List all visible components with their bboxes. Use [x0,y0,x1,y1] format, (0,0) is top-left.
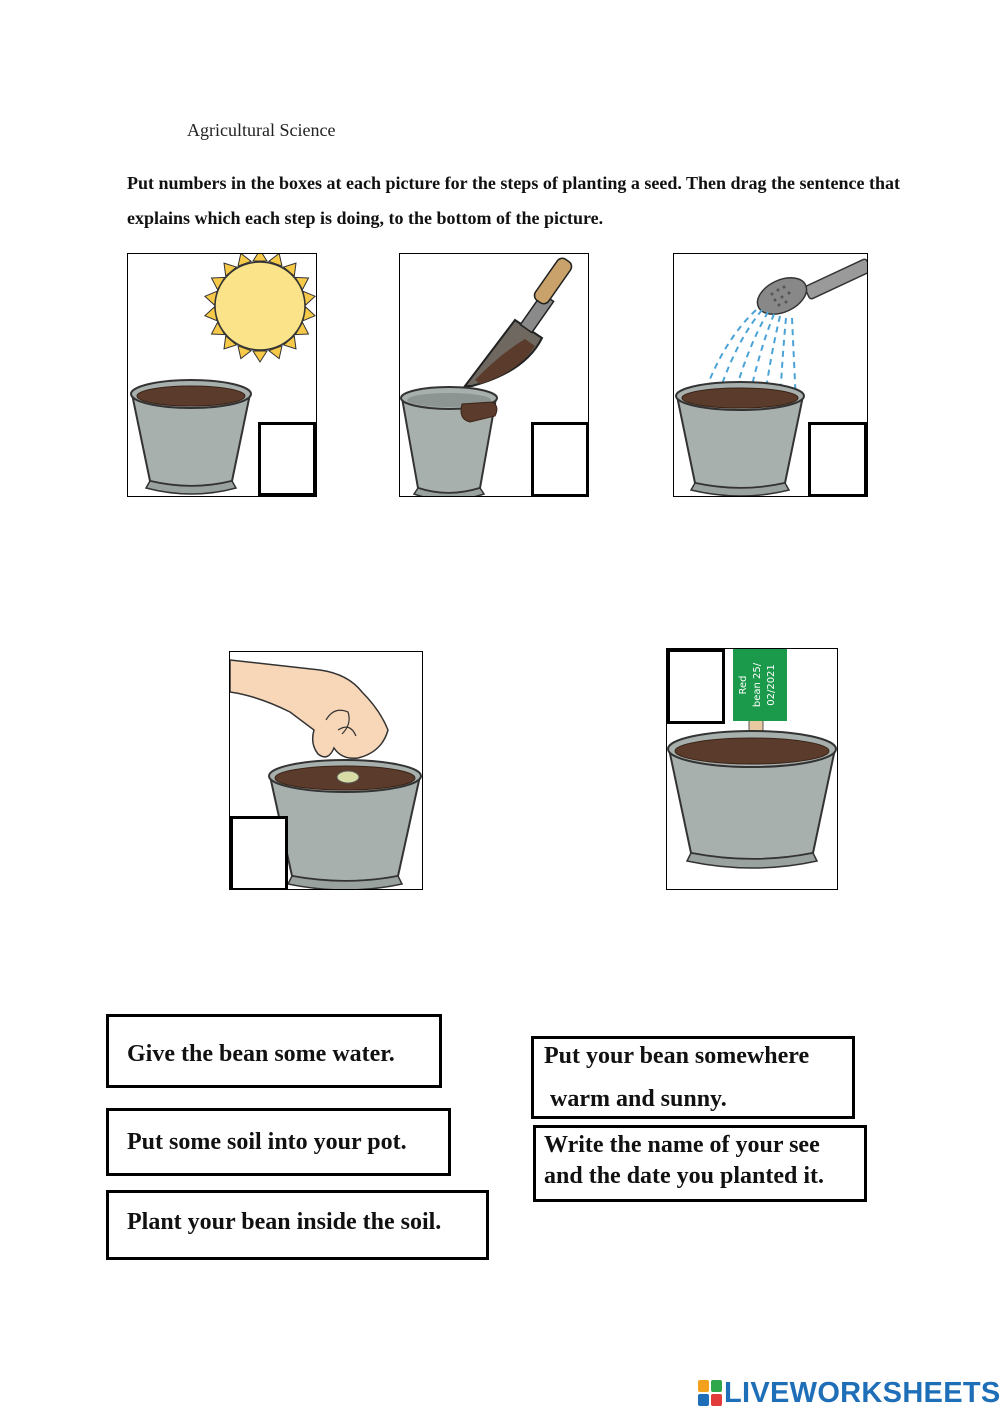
brand-grid-icon [698,1380,722,1406]
sentence-card-sunny[interactable] [531,1036,855,1119]
sentence-text: Plant your bean inside the soil. [127,1209,442,1235]
picture-water [673,253,868,497]
sentence-card-plant[interactable] [106,1190,489,1260]
sentence-card-label[interactable] [533,1125,867,1202]
sentence-text-line2: and the date you planted it. [544,1163,825,1189]
sentence-text-line1: Write the name of your see [544,1132,820,1158]
liveworksheets-logo [698,1375,1000,1411]
picture-soil [399,253,589,497]
tag-line2: bean 25/ [752,662,763,708]
sentence-text-line2: warm and sunny. [550,1086,727,1112]
tag-line1: Red [738,675,749,695]
step-number-box[interactable] [258,422,316,496]
step-number-box[interactable] [230,816,288,890]
sentence-card-soil[interactable] [106,1108,451,1176]
step-number-box[interactable] [531,422,589,497]
tag-line3: 02/2021 [766,664,777,706]
sentence-text-line1: Put your bean somewhere [544,1043,810,1069]
picture-sun [127,253,317,497]
sentence-text: Put some soil into your pot. [127,1129,407,1155]
picture-plant [229,651,423,890]
step-number-box[interactable] [808,422,867,497]
subject-title: Agricultural Science [187,120,336,140]
picture-label [666,648,838,890]
step-number-box[interactable] [667,649,725,724]
sentence-card-water[interactable] [106,1014,442,1088]
sentence-text: Give the bean some water. [127,1041,395,1067]
brand-name: LIVEWORKSHEETS [724,1376,1000,1409]
instructions: Put numbers in the boxes at each picture for the steps of planting a seed. Then drag the sentence that explains which each step is doing, to the bottom of the picture. [127,173,900,228]
